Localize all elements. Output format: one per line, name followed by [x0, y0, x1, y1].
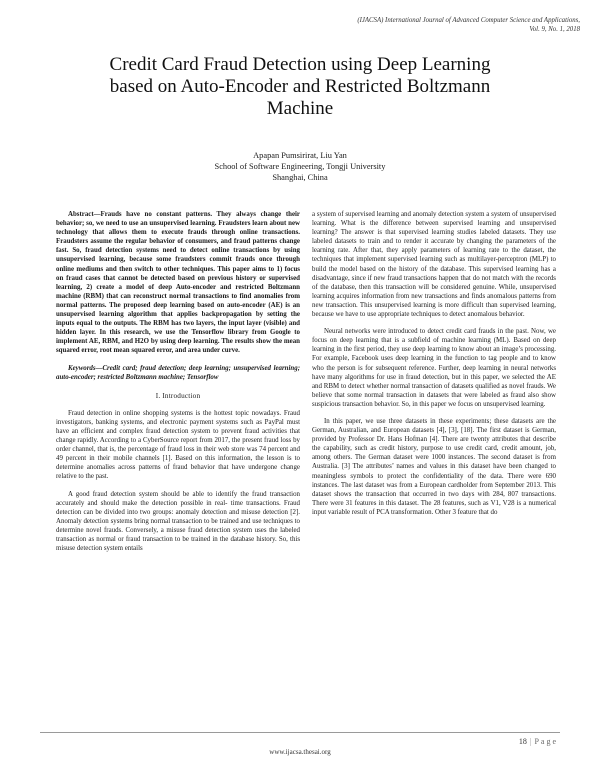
title-line: based on Auto-Encoder and Restricted Boltzmann [109, 76, 491, 97]
title-line: Machine [266, 98, 334, 119]
body-paragraph: In this paper, we use three datasets in these experiments; these datasets are the German, Australian, and European datasets [4], [3], [18]. The first dataset is German, provided by Professor Dr. Hans Hofman [4]. There are twenty attributes that describe the capability, such as credit history, purpose to use credit card, credit amount, job, among others. The German dataset were 1000 instances. The second dataset is from Australia. [3] The attributes’ names and values in this dataset have been changed to meaningless symbols to protect the confidentiality of the data. There were 690 instances. The last dataset was from a European cardholder from September 2013. This dataset shows the transaction that occurred in two days with 284, 807 transactions. There were 31 features in this dataset. The 28 features, such as V1, V28 is a numerical input variable result of PCA transformation. Other 3 feature that do [312, 417, 556, 516]
section-heading-introduction: I. Introduction [155, 391, 201, 400]
body-paragraph: Fraud detection in online shopping systems is the hottest topic nowadays. Fraud investigators, banking systems, and electronic payment systems such as PayPal must have an efficient and complex fraud detection system to prevent fraud activities that change rapidly. According to a CyberSource report from 2017, the present fraud loss by order channel, that is, the percentage of fraud loss in their web store was 74 percent and 49 percent in their mobile channels [1]. Based on this information, the lesson is to determine anomalies across patterns of fraud behavior that have undergone change relative to the past. [56, 409, 300, 481]
journal-name: (IJACSA) International Journal of Advanced Computer Science and Applications, [357, 17, 580, 24]
journal-url: www.ijacsa.thesai.org [269, 748, 331, 756]
title-line: Credit Card Fraud Detection using Deep Learning [109, 54, 491, 75]
journal-volume: Vol. 9, No. 1, 2018 [529, 26, 580, 33]
author-names: Apapan Pumsirirat, Liu Yan [253, 151, 347, 160]
author-block [0, 150, 600, 183]
body-paragraph: Neural networks were introduced to detect credit card frauds in the past. Now, we focus on deep learning that is a subfield of machine learning (ML). Based on deep learning in the first period, they use deep learning to know about an image’s processing. For example, Facebook uses deep learning in the function to tag people and to know who the person is for subsequent reference. Further, deep learning in neural networks have many algorithms for use in fraud detection, but in this paper, we selected the AE and RBM to detect whether normal transaction of datasets qualified as novel frauds. We believe that some normal transaction in datasets that were labeled as fraud also show suspicious transaction behavior. So, in this paper we focus on unsupervised learning. [312, 328, 556, 408]
page-label: Page [534, 737, 558, 746]
author-location: Shanghai, China [272, 173, 328, 182]
right-column [312, 210, 556, 525]
abstract: Abstract—Frauds have no constant patterns. They always change their behavior; so, we need to use an unsupervised learning. Fraudsters learn about new technology that allows them to execute frauds through online transactions. Fraudsters assume the regular behavior of consumers, and fraud patterns change fast. So, fraud detection systems need to detect online transactions by using unsupervised learning, because some fraudsters commit frauds once through online mediums and then switch to other techniques. This paper aims to 1) focus on fraud cases that cannot be detected based on previous history or supervised learning, 2) create a model of deep Auto-encoder and restricted Boltzmann machine (RBM) that can reconstruct normal transactions to find anomalies from normal patterns. The proposed deep learning based on auto-encoder (AE) is an unsupervised learning algorithm that applies backpropagation by setting the inputs equal to the outputs. The RBM has two layers, the input layer (visible) and hidden layer. In this research, we use the Tensorflow library from Google to implement AE, RBM, and H2O by using deep learning. The results show the mean squared error, root mean squared error, and area under curve. [56, 211, 300, 355]
keywords: Keywords—Credit card; fraud detection; deep learning; unsupervised learning; auto-encoder; restricted Boltzmann machine; Tensorflow [56, 364, 300, 381]
author-affiliation: School of Software Engineering, Tongji University [214, 162, 386, 171]
body-paragraph: a system of supervised learning and anomaly detection system a system of unsupervised learning. What is the difference between supervised learning and unsupervised learning? The answer is that supervised learning studies labeled datasets. They use labeled datasets to train and to render it accurate by changing the parameters of the learning rate. After that, they apply parameters of learning rate to the dataset, the techniques that implement supervised learning such as multilayer-perceptron (MLP) to build the model based on the history of the database. This supervised learning has a disadvantage, since if new fraud transactions happen that do not match with the records of the database, then this transaction will be considered genuine. While, unsupervised learning acquires information from new transactions and finds anomalous patterns from new transaction. This unsupervised learning is more difficult than supervised learning, because we have to use appropriate techniques to detect anomalous behavior. [312, 211, 556, 319]
body-paragraph: A good fraud detection system should be able to identify the fraud transaction accurately and should make the detection possible in real- time transactions. Fraud detection can be divided into two groups: anomaly detection and misuse detection [2]. Anomaly detection systems bring normal transaction to be trained and use techniques to determine novel frauds. Conversely, a misuse fraud detection system uses the labeled transaction as normal or fraud transaction to be trained in the database history. So, this misuse detection system entails [56, 490, 300, 553]
page-number [519, 737, 558, 746]
left-column [56, 210, 300, 561]
page-number-value: 18 [518, 737, 527, 746]
page-separator: | [529, 737, 532, 746]
journal-header [160, 16, 580, 34]
footer-divider [40, 732, 560, 733]
paper-title [40, 54, 560, 120]
